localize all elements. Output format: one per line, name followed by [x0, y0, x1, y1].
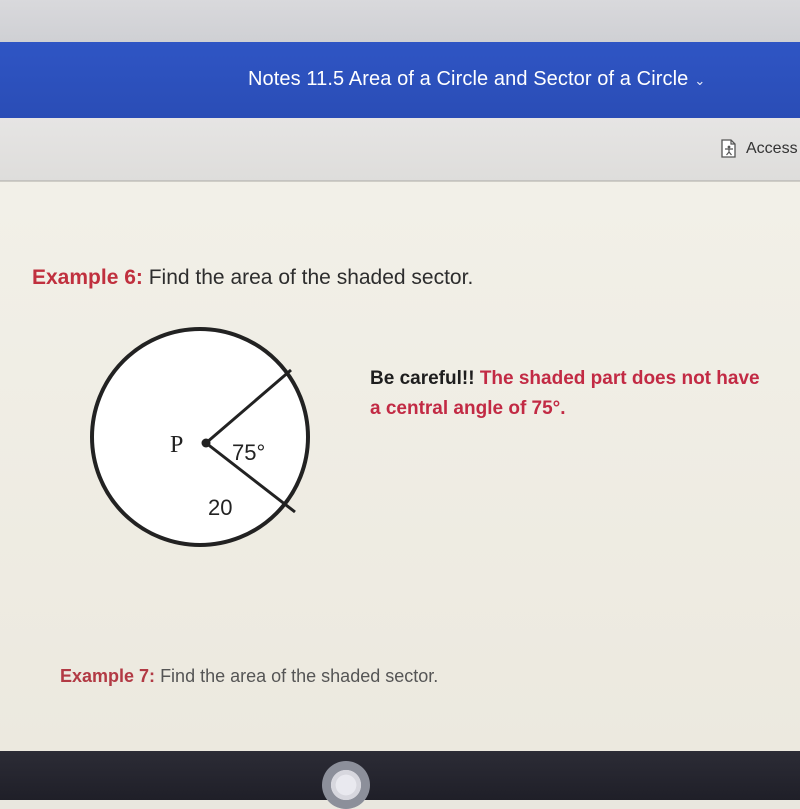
- center-label: P: [170, 432, 184, 458]
- circle-outline: [92, 329, 308, 545]
- angle-label: 75°: [232, 440, 266, 465]
- example6-label: Example 6:: [32, 266, 143, 289]
- document-title-button[interactable]: [248, 68, 705, 91]
- example7-text: Find the area of the shaded sector.: [160, 666, 439, 686]
- center-point: [202, 439, 211, 448]
- toolbar: [0, 118, 800, 181]
- note-text: [370, 364, 770, 424]
- accessibility-button[interactable]: [718, 138, 798, 160]
- example6-heading: [32, 266, 473, 290]
- sector-diagram: [80, 322, 330, 562]
- title-bar: [0, 42, 800, 118]
- accessibility-label: Access: [746, 140, 798, 157]
- chrome-icon[interactable]: [322, 761, 370, 809]
- taskbar: [0, 751, 800, 800]
- example7-heading: [60, 666, 438, 687]
- example7-label: Example 7:: [60, 666, 156, 686]
- window-top-strip: [0, 0, 800, 42]
- document-title: Notes 11.5 Area of a Circle and Sector of a Circle: [248, 68, 689, 90]
- chevron-down-icon: ⌄: [694, 73, 706, 88]
- radius-label: 20: [208, 495, 233, 520]
- document-page: [0, 181, 800, 752]
- example6-text: Find the area of the shaded sector.: [148, 266, 474, 289]
- note-warning: Be careful!!: [370, 368, 475, 389]
- accessibility-document-icon: [718, 138, 740, 160]
- note-body: The shaded part does not have a central angle of 75°.: [370, 368, 760, 419]
